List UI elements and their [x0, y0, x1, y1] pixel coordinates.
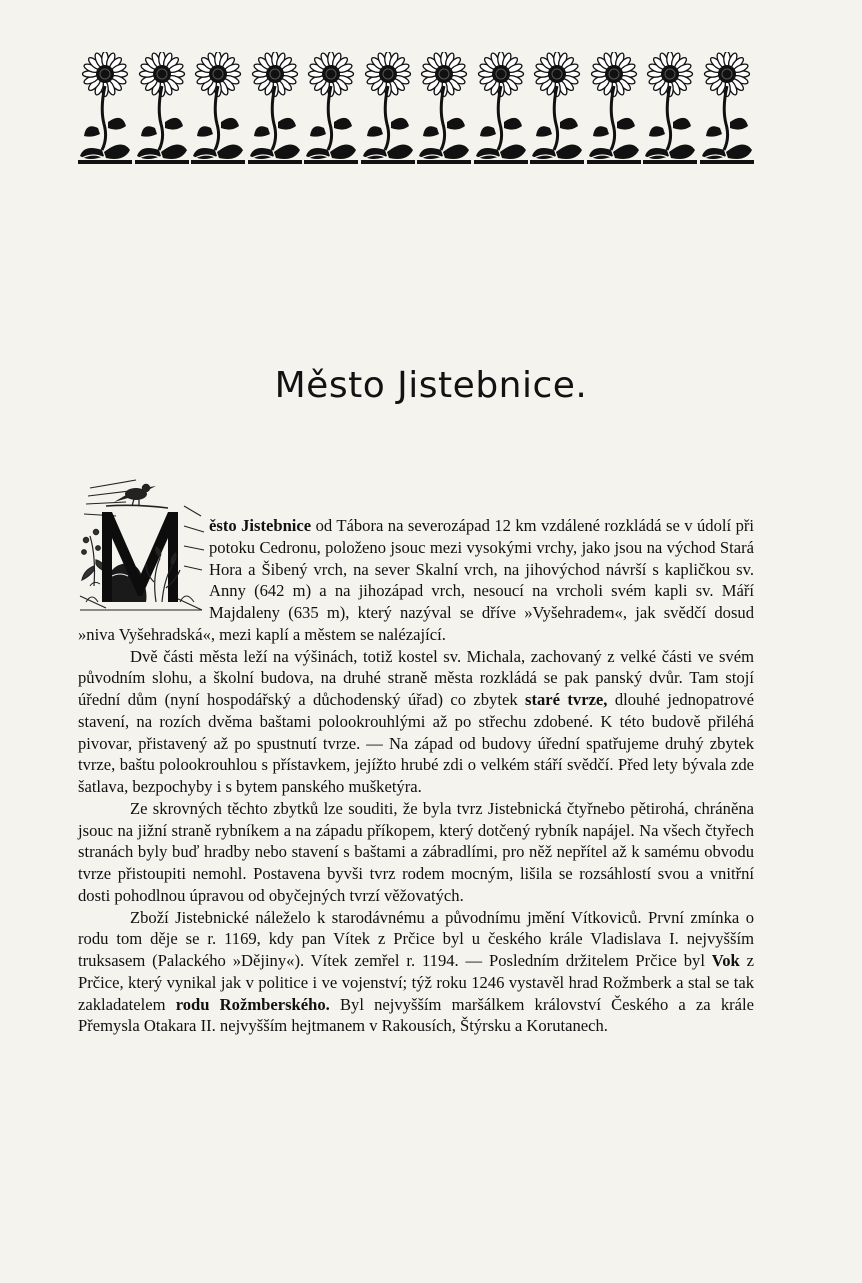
paragraph-3 [78, 798, 754, 907]
paragraph-4-part1: Zboží Jistebnické náleželo k starodávnému a původnímu jmění Vítkoviců. První zmínka o rodu tom děje se r. 1169, kdy pan Vítek z Prčice byl u českého krále Vladislava I. nejvyšším truksasem (Palackého »Dějiny«). Vítek zemřel r. 1194. — Posledním držitelem Prčice byl [78, 907, 754, 970]
paragraph-3-text: Ze skrovných těchto zbytků lze souditi, že byla tvrz Jistebnická čtyřnebo pětirohá, chráněna jsouc na jižní straně rybníkem a na západu příkopem, který dotčený rybník napájel. Na všech čtyřech stranách byly buď hradby nebo stavení s baštami a zábradlími, pro něž nepřítel až k samému obvodu tvrze přistoupiti nemohl. Postavena byvši tvrz rodem mocným, lišila se rozsáhlostí svou a vnitřní dosti pohodlnou úpravou od obyčejných tvrzí věžovatých. [78, 798, 754, 905]
sunflower-ornament-icon [135, 52, 189, 164]
paragraph-1-text: od Tábora na severozápad 12 km vzdálené rozkládá se v údolí při potoku Cedronu, položeno jsouc mezi vysokými vrchy, jako jsou na východ Stará Hora a Šibený vrch, na sever Skalní vrch, na jihovýchod návrší s kapličkou sv. Anny (642 m) a na jihozápad vrch, nesoucí na vrcholi svém kapli sv. Máří Majdaleny (635 m), který nazýval se dříve »Vyšehradem«, jak svědčí dosud »niva Vyšehradská«, mezi kaplí a městem se nalézající. [78, 516, 754, 644]
body-text [78, 515, 754, 1037]
sunflower-ornament-icon [587, 52, 641, 164]
page-title: Město Jistebnice. [274, 365, 588, 406]
sunflower-ornament-icon [417, 52, 471, 164]
initial-wrap-spacer [78, 515, 209, 622]
paragraph-4-bold2: rodu Rožmberského. [175, 994, 330, 1014]
sunflower-ornament-icon [78, 52, 132, 164]
paragraph-1-bold-lead: ěsto Jistebnice [209, 516, 312, 535]
sunflower-ornament-icon [474, 52, 528, 164]
paragraph-2-part1: Dvě části města leží na výšinách, totiž kostel sv. Michala, zachovaný z velké části ve svém původním slohu, a školní budova, na druhé straně města rozkládá se pak panský dvůr. Tam stojí úřední dům (nyní hospodářský a důchodenský úřad) co zbytek [78, 646, 754, 709]
paragraph-2-part2: dlouhé jednopatrové stavení, na rozích dvěma baštami polookrouhlými až po střechu zdobené. K této budově přiléhá pivovar, přistavený až po spustnutí tvrze. — Na západ od budovy úřední spatřujeme druhý zbytek tvrze, baštu polookrouhlou s přístavkem, jejížto hrubé zdi o velkém stáří svědčí. Před lety bývala zde šatlava, bezpochyby i s bytem panského mušketýra. [78, 690, 754, 796]
paragraph-4 [78, 907, 754, 1038]
sunflower-ornament-icon [700, 52, 754, 164]
header-ornament-band [78, 52, 754, 164]
sunflower-ornament-icon [361, 52, 415, 164]
sunflower-ornament-icon [304, 52, 358, 164]
paragraph-4-part2: z Prčice, který vynikal jak v politice i ve vojenství; týž roku 1246 vystavěl hrad Rožmberk a stal se tak zakladatelem [78, 951, 754, 1014]
sunflower-ornament-icon [248, 52, 302, 164]
paragraph-4-bold1: Vok [711, 951, 740, 970]
paragraph-2 [78, 646, 754, 798]
sunflower-ornament-icon [643, 52, 697, 164]
paragraph-2-bold: staré tvrze, [525, 690, 608, 709]
sunflower-ornament-icon [191, 52, 245, 164]
paragraph-4-part3: Byl nejvyšším maršálkem království Českého a za krále Přemysla Otakara II. nejvyšším hejtmanem v Rakousích, Štýrsku a Korutanech. [78, 994, 754, 1036]
sunflower-ornament-icon [530, 52, 584, 164]
